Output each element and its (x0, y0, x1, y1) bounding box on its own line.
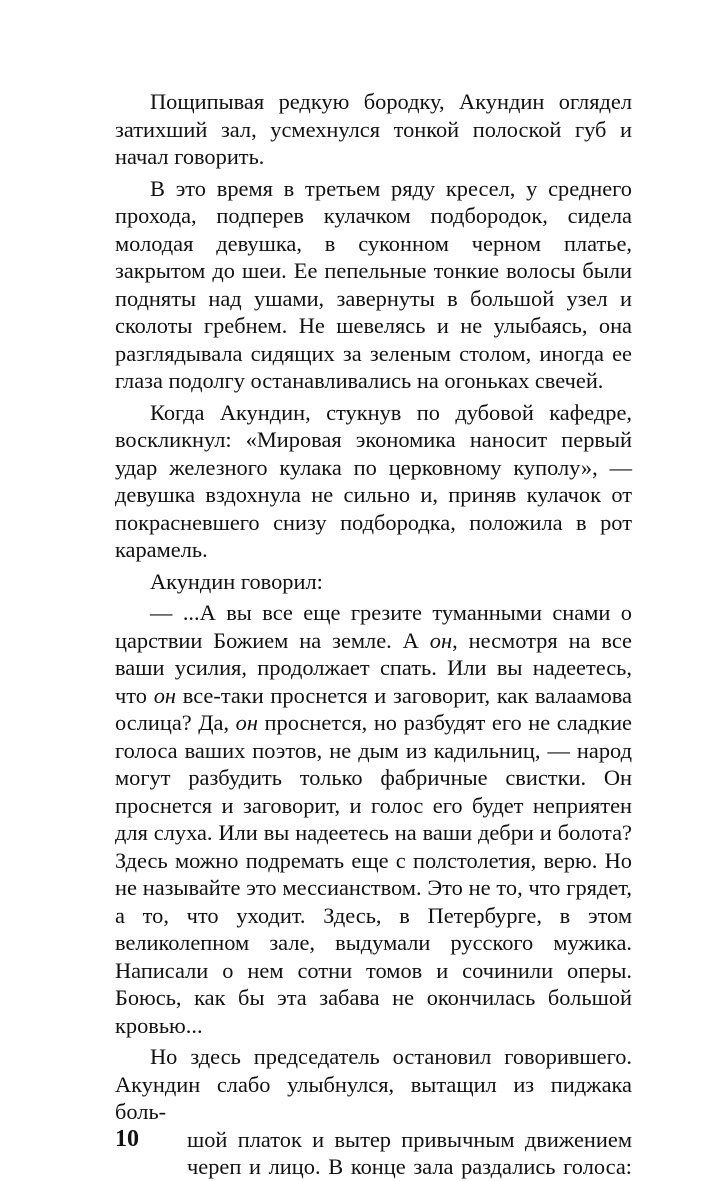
speech-text-2: , несмотря на все ваши усилия, продолжает спать. Или вы надеетесь, что (115, 627, 632, 708)
speech-emphasis-2: он (153, 682, 177, 708)
tail-line-2-text: череп и лицо. В конце зала раздались голоса: (187, 1154, 632, 1179)
paragraph-2: В это время в третьем ряду кресел, у среднего прохода, подперев кулачком подбородок, сидела молодая девушка, в суконном черном платье, закрытом до шеи. Ее пепельные тонкие волосы были подняты над ушами, завернуты в большой узел и сколоты гребнем. Не шевелясь и не улыбаясь, она разглядывала сидящих за зеленым столом, иногда ее глаза подолгу останавливались на огоньках свечей. (115, 175, 632, 393)
speech-emphasis-3: он (235, 710, 258, 735)
speech-text-3: все-таки проснется и заговорит, как валаамова ослица? Да, (115, 682, 632, 735)
book-page (115, 88, 632, 1181)
speech-text-4: проснется, но разбудят его не сладкие голоса ваших поэтов, не дым из кадильниц, — народ могут разбудить только фабричные свистки. Он проснется и заговорит, и голос его будет неприятен для слуха. Или вы надеетесь на ваши дебри и болота? Здесь можно подремать еще с полстолетия, верю. Но не называйте это мессианством. Это не то, что грядет, а то, что уходит. Здесь, в Петербурге, в этом великолепном зале, выдумали русского мужика. Написали о нем сотни томов и сочинили оперы. Боюсь, как бы эта забава не окончилась большой кровью... (115, 710, 632, 1038)
page-number: 10 (115, 1125, 139, 1152)
paragraph-3: Когда Акундин, стукнув по дубовой кафедре, воскликнул: «Мировая экономика наносит первый удар железного кулака по церковному куполу», — девушка вздохнула не сильно и, приняв кулачок от покрасневшего снизу подбородка, положила в рот карамель. (115, 399, 632, 562)
speech-emphasis-1: он (429, 627, 453, 653)
paragraph-4: Акундин говорил: (150, 568, 323, 594)
speech-text-1: — ...А вы все еще грезите туманными снами о царствии Божием на земле. А (115, 600, 632, 653)
final-paragraph-tail (115, 1125, 632, 1181)
speech-paragraph (115, 599, 632, 1039)
tail-line-1: шой платок и вытер привычным движением (187, 1126, 632, 1152)
final-paragraph: Но здесь председатель остановил говорившего. Акундин слабо улыбнулся, вытащил из пиджака боль- (115, 1044, 632, 1124)
paragraph-1: Пощипывая редкую бородку, Акундин оглядел затихший зал, усмехнулся тонкой полоской губ и начал говорить. (115, 89, 632, 169)
